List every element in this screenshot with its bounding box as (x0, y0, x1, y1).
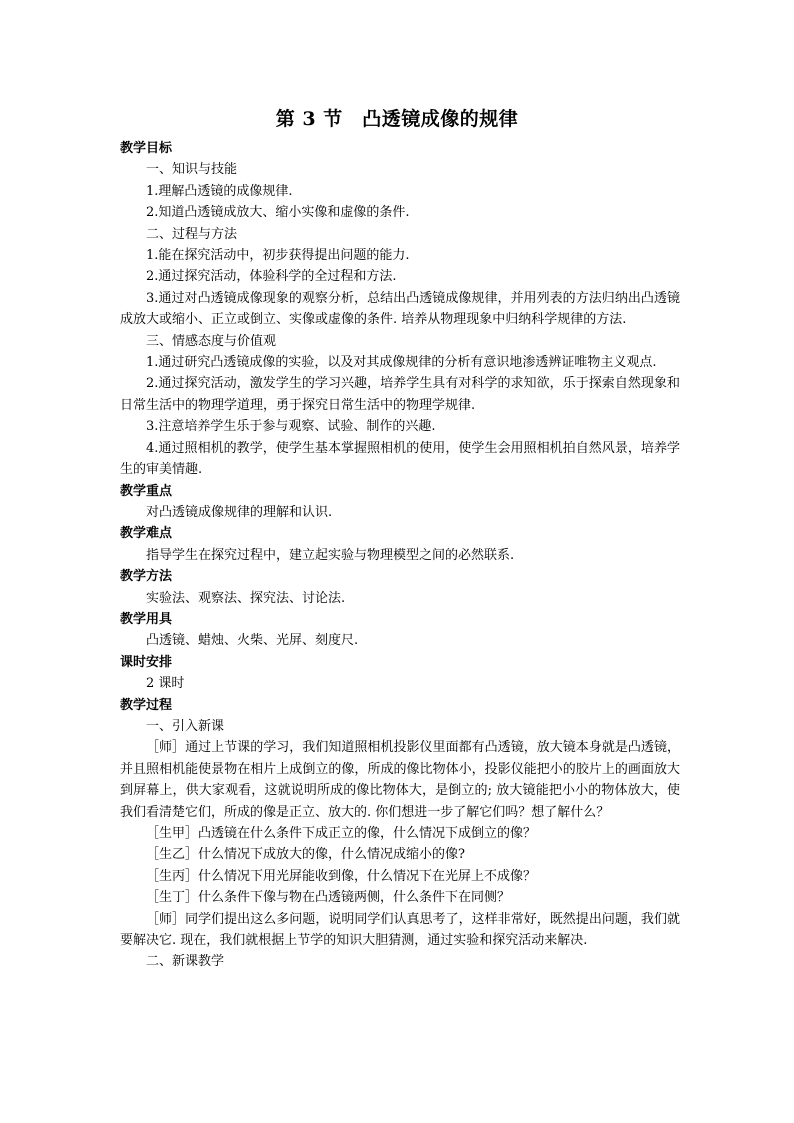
dialogue-paragraph: ［生甲］凸透镜在什么条件下成正立的像，什么情况下成倒立的像？ (146, 826, 537, 841)
document-body (120, 138, 680, 973)
goal-item: 2.通过探究活动，激发学生的学习兴趣，培养学生具有对科学的求知欲，乐于探索自然现象和日常生活中的物理学道理，勇于探究日常生活中的物理学规律. (120, 376, 680, 413)
heading-methods: 教学方法 (120, 569, 173, 585)
goal-item: 3.注意培养学生乐于参与观察、试验、制作的兴趣. (146, 419, 436, 435)
subheading-emotion-values: 三、情感态度与价值观 (146, 333, 277, 349)
dialogue-paragraph: ［生乙］什么情况下成放大的像，什么情况成缩小的像? (146, 847, 465, 863)
goal-item: 2.知道凸透镜成放大、缩小实像和虚像的条件. (146, 205, 410, 221)
subheading-knowledge-skills: 一、知识与技能 (146, 162, 238, 178)
schedule-text: 2 课时 (146, 676, 185, 692)
subheading-new-lesson: 二、新课教学 (146, 954, 225, 970)
heading-key-points: 教学重点 (120, 483, 173, 499)
goal-item: 2.通过探究活动，体验科学的全过程和方法. (146, 269, 397, 285)
dialogue-paragraph: ［师］同学们提出这么多问题，说明同学们认真思考了，这样非常好，既然提出问题，我们就要解决它. 现在，我们就根据上节学的知识大胆猜测，通过实验和探究活动来解决. (120, 911, 680, 949)
heading-tools: 教学用具 (120, 611, 173, 627)
dialogue-paragraph: ［师］通过上节课的学习，我们知道照相机投影仪里面都有凸透镜，放大镜本身就是凸透镜，并且照相机能使景物在相片上成倒立的像，所成的像比物体小，投影仪能把小的胶片上的画面放大到屏幕上，供大家观看，这就说明所成的像比物体大，是倒立的; 放大镜能把小小的物体放大，使我们看清楚它们，所成的像是正立、放大的. 你们想进一步了解它们吗？想了解什么？ (120, 740, 680, 820)
dialogue-paragraph: ［生丁］什么条件下像与物在凸透镜两侧，什么条件下在同侧？ (146, 890, 511, 906)
goal-item: 1.能在探究活动中，初步获得提出问题的能力. (146, 248, 410, 264)
goal-item: 3.通过对凸透镜成像现象的观察分析，总结出凸透镜成像规律，并用列表的方法归纳出凸透镜成放大或缩小、正立或倒立、实像或虚像的条件. 培养从物理现象中归纳科学规律的方法. (120, 290, 680, 328)
dialogue-paragraph: ［生丙］什么情况下用光屏能收到像，什么情况下在光屏上不成像？ (146, 868, 537, 884)
tools-text: 凸透镜、蜡烛、火柴、光屏、刻度尺. (146, 633, 359, 649)
subheading-process-methods: 二、过程与方法 (146, 226, 238, 242)
subheading-intro: 一、引入新课 (146, 718, 225, 734)
goal-item: 4.通过照相机的教学，使学生基本掌握照相机的使用，使学生会用照相机拍自然风景，培养学生的审美情趣. (120, 440, 680, 478)
heading-schedule: 课时安排 (120, 654, 173, 670)
heading-difficulties: 教学难点 (120, 526, 173, 542)
heading-process: 教学过程 (120, 697, 173, 713)
key-points-text: 对凸透镜成像规律的理解和认识. (146, 504, 333, 520)
difficulties-text: 指导学生在探究过程中，建立起实验与物理模型之间的必然联系. (146, 547, 515, 563)
methods-text: 实验法、观察法、探究法、讨论法. (146, 590, 346, 606)
goal-item: 1.通过研究凸透镜成像的实验，以及对其成像规律的分析有意识地渗透辨证唯物主义观点. (146, 355, 657, 371)
goal-item: 1.理解凸透镜的成像规律. (146, 183, 293, 199)
page-title: 第 3 节 凸透镜成像的规律 (275, 108, 519, 130)
heading-teaching-goals: 教学目标 (120, 141, 173, 156)
